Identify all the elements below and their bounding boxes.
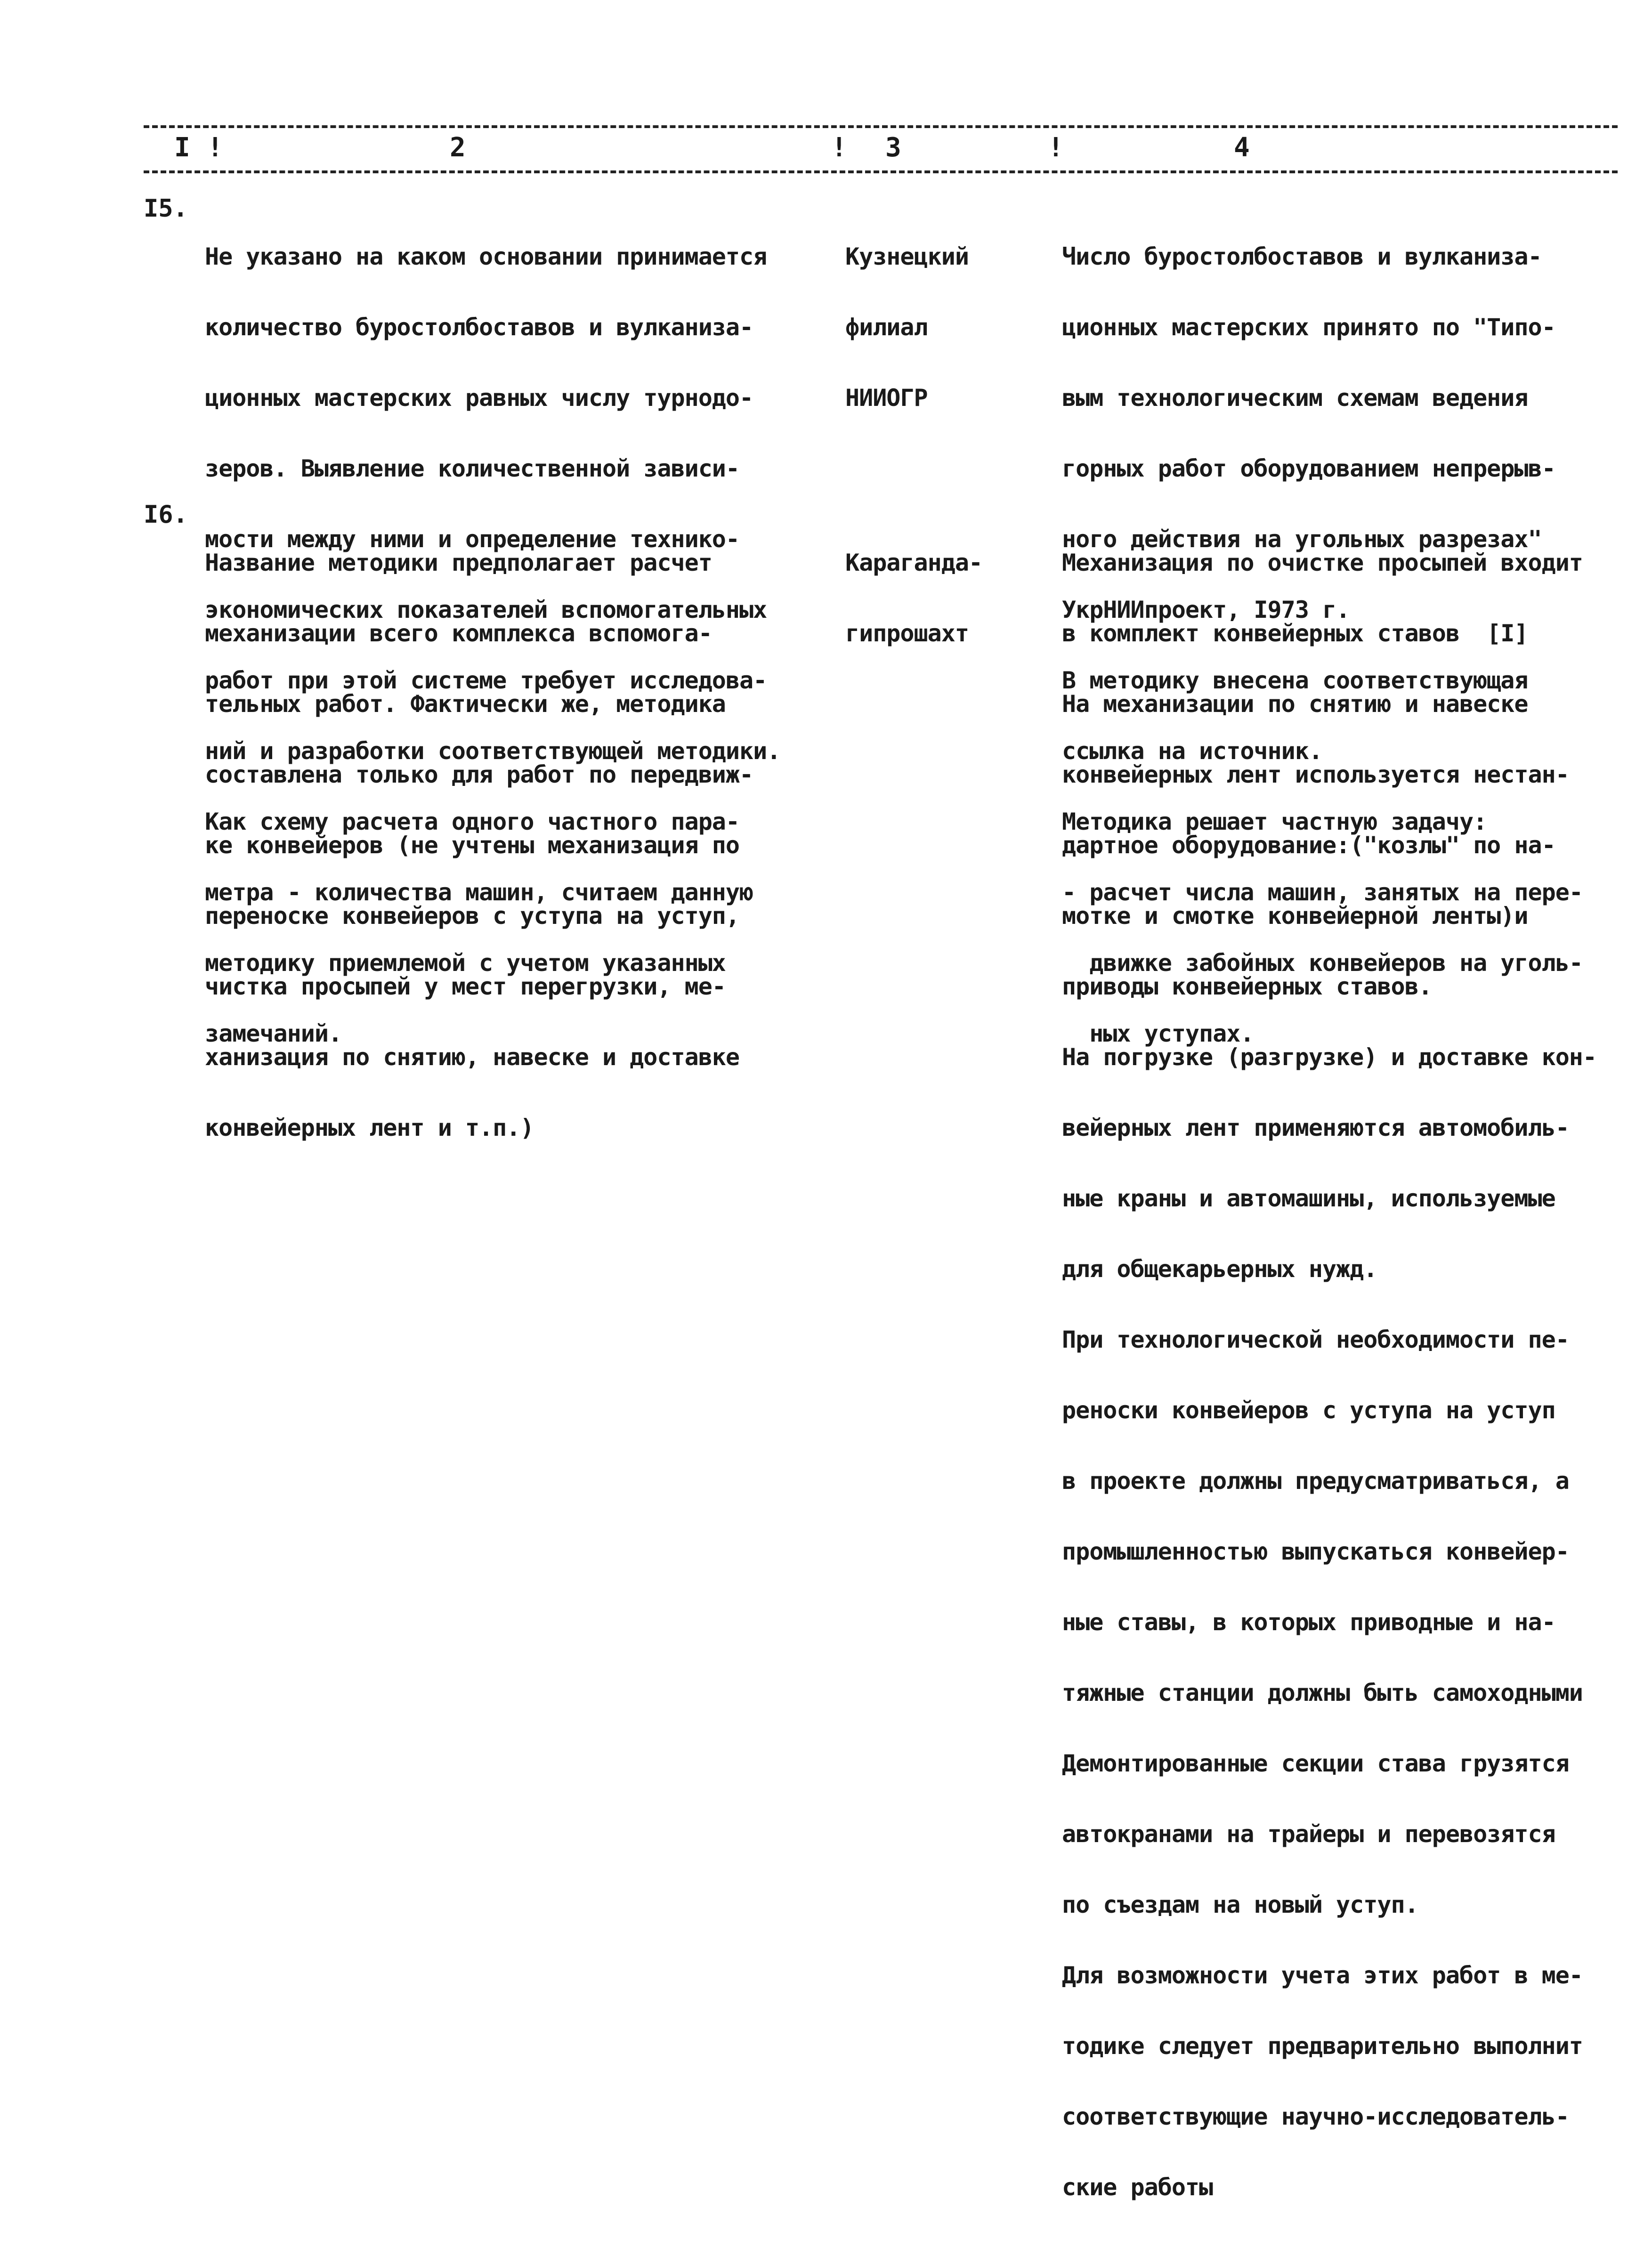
remark-line: Название методики предполагает расчет <box>205 549 712 576</box>
top-dashed-rule <box>144 125 1618 128</box>
response-line: ссылка на источник. <box>1062 737 1322 765</box>
organization-line: гипрошахт <box>845 620 969 647</box>
response-line: Для возможности учета этих работ в ме- <box>1062 1962 1583 1989</box>
remark-line: количество буростолбоставов и вулканиза- <box>205 314 753 341</box>
response-line: ные краны и автомашины, используемые <box>1062 1185 1555 1212</box>
remark-line: работ при этой системе требует исследова- <box>205 667 767 694</box>
header-col-3: 3 <box>885 132 901 163</box>
response-line: дартное оборудование:("козлы" по на- <box>1062 832 1555 859</box>
response-line: тяжные станции должны быть самоходными <box>1062 1679 1583 1706</box>
remark-line: Не указано на каком основании принимается <box>205 243 767 270</box>
response-line: - расчет числа машин, занятых на пере- <box>1062 879 1583 906</box>
remark-line: метра - количества машин, считаем данную <box>205 879 753 906</box>
response-line: На погрузке (разгрузке) и доставке кон- <box>1062 1043 1596 1071</box>
header-dashed-rule <box>144 170 1618 173</box>
response-line: в проекте должны предусматриваться, а <box>1062 1467 1569 1495</box>
response-line: по съездам на новый уступ. <box>1062 1891 1418 1918</box>
response-line: приводы конвейерных ставов. <box>1062 973 1432 1000</box>
remark-line: методику приемлемой с учетом указанных <box>205 949 726 977</box>
remark-line: ке конвейеров (не учтены механизация по <box>205 832 739 859</box>
response-line: При технологической необходимости пе- <box>1062 1326 1569 1353</box>
response-line: Методика решает частную задачу: <box>1062 808 1487 835</box>
response-line: тодике следует предварительно выполнит <box>1062 2032 1583 2060</box>
row-number: I6. <box>144 501 188 529</box>
header-col-1: I <box>174 132 190 163</box>
response-line: автокранами на трайеры и перевозятся <box>1062 1820 1555 1848</box>
response-line: реноски конвейеров с уступа на уступ <box>1062 1397 1555 1424</box>
response-line: В методику внесена соответствующая <box>1062 667 1528 694</box>
remark-line: замечаний. <box>205 1020 342 1047</box>
organization-cell <box>845 504 982 692</box>
response-line: движке забойных конвейеров на уголь- <box>1062 949 1583 977</box>
remark-line: тельных работ. Фактически же, методика <box>205 690 726 718</box>
response-line: ционных мастерских принято по "Типо- <box>1062 314 1555 341</box>
remark-line: конвейерных лент и т.п.) <box>205 1114 534 1141</box>
remark-line: Как схему расчета одного частного пара- <box>205 808 739 835</box>
response-line: Механизация по очистке просыпей входит <box>1062 549 1583 576</box>
response-line: вым технологическим схемам ведения <box>1062 384 1528 412</box>
response-line: Демонтированные секции става грузятся <box>1062 1750 1569 1777</box>
header-separator-1: ! <box>207 132 223 163</box>
response-line: горных работ оборудованием непрерыв- <box>1062 455 1555 482</box>
remark-line: ханизация по снятию, навеске и доставке <box>205 1043 739 1071</box>
response-line: промышленностью выпускаться конвейер- <box>1062 1538 1569 1565</box>
remark-line: переноске конвейеров с уступа на уступ, <box>205 902 739 930</box>
organization-line: филиал <box>845 314 928 341</box>
remark-line: ний и разработки соответствующей методики. <box>205 737 781 765</box>
response-cell <box>1062 504 1596 2246</box>
organization-line: Караганда- <box>845 549 983 576</box>
remark-line: мости между ними и определение технико- <box>205 526 739 553</box>
response-line: вейерных лент применяются автомобиль- <box>1062 1114 1569 1141</box>
row-number: I5. <box>144 194 188 223</box>
response-line: для общекарьерных нужд. <box>1062 1255 1377 1283</box>
organization-cell <box>845 198 969 457</box>
response-line: мотке и смотке конвейерной ленты)и <box>1062 902 1528 930</box>
response-line: ские работы <box>1062 2174 1213 2201</box>
response-line: ного действия на угольных разрезах" <box>1062 526 1542 553</box>
remark-line: чистка просыпей у мест перегрузки, ме- <box>205 973 726 1000</box>
header-separator-2: ! <box>831 132 847 163</box>
organization-line: Кузнецкий <box>845 243 969 270</box>
remark-line: составлена только для работ по передвиж- <box>205 761 753 788</box>
remark-line: зеров. Выявление количественной зависи- <box>205 455 739 482</box>
organization-line: НИИОГР <box>845 384 928 412</box>
remark-line: ционных мастерских равных числу турнодо- <box>205 384 753 412</box>
header-separator-3: ! <box>1048 132 1064 163</box>
response-line: УкрНИИпроект, I973 г. <box>1062 596 1350 623</box>
response-line: Число буростолбоставов и вулканиза- <box>1062 243 1542 270</box>
response-line: соответствующие научно-исследователь- <box>1062 2103 1569 2130</box>
response-line: ных уступах. <box>1062 1020 1254 1047</box>
response-line: На механизации по снятию и навеске <box>1062 690 1528 718</box>
remark-cell <box>205 504 753 1187</box>
remark-line: экономических показателей вспомогательных <box>205 596 767 623</box>
response-line: ные ставы, в которых приводные и на- <box>1062 1609 1555 1636</box>
header-col-2: 2 <box>450 132 466 163</box>
response-line: конвейерных лент используется нестан- <box>1062 761 1569 788</box>
response-line: в комплект конвейерных ставов [I] <box>1062 620 1528 647</box>
header-col-4: 4 <box>1234 132 1250 163</box>
remark-line: механизации всего комплекса вспомога- <box>205 620 712 647</box>
